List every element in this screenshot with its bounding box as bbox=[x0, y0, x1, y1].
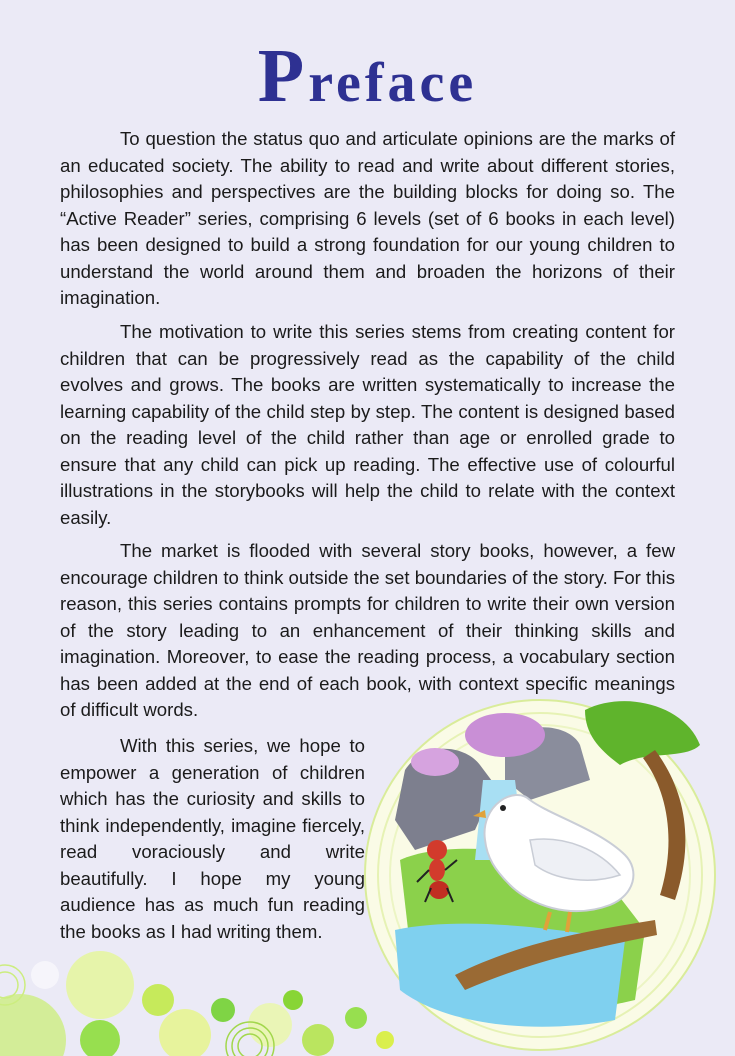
bubble bbox=[31, 961, 59, 989]
paragraph-1 bbox=[60, 126, 675, 312]
title-rest: reface bbox=[308, 52, 478, 114]
paragraph-2-text: The motivation to write this series stems from creating content for children that can be progressively read as the capability of the child evolves and grows. The books are written systematically to increase the learning capability of the child step by step. The content is designed based on the reading level of the child rather than age or enrolled grade to ensure that any child can pick up reading. The effective use of colourful illustrations in the storybooks will help the child to relate with the context easily. bbox=[60, 321, 675, 528]
dove-and-ant-illustration bbox=[355, 690, 735, 1056]
ant-abdomen bbox=[429, 881, 449, 899]
bubble-ring bbox=[0, 972, 18, 998]
paragraph-4-text: With this series, we hope to empower a generation of children which has the curiosity and skills to think independently, imagine fiercely, read voraciously and write beautifully. I hope my young audience has as much fun reading the books as I had writing them. bbox=[60, 735, 365, 942]
bubble bbox=[211, 998, 235, 1022]
bubble bbox=[0, 994, 66, 1056]
paragraph-2 bbox=[60, 319, 675, 531]
paragraph-3 bbox=[60, 538, 675, 724]
bubble bbox=[142, 984, 174, 1016]
paragraph-3-text: The market is flooded with several story books, however, a few encourage children to think outside the set boundaries of the story. For this reason, this series contains prompts for children to write their own version of the story leading to an enhancement of their thinking skills and imagination. Moreover, to ease the reading process, a vocabulary section has been added at the end of each book, with context specific meanings of difficult words. bbox=[60, 540, 675, 720]
title-initial: P bbox=[257, 34, 309, 118]
ant-head bbox=[427, 840, 447, 860]
bubble bbox=[66, 951, 134, 1019]
flowers bbox=[411, 748, 459, 776]
page-title bbox=[0, 34, 735, 118]
bubble bbox=[302, 1024, 334, 1056]
ant-body bbox=[429, 859, 445, 881]
bubble-ring bbox=[226, 1022, 274, 1056]
bubble bbox=[248, 1003, 292, 1047]
bubble bbox=[283, 990, 303, 1010]
dove-eye bbox=[500, 805, 506, 811]
bubble-ring bbox=[0, 965, 25, 1005]
bubble-ring bbox=[232, 1028, 268, 1056]
bubble bbox=[159, 1009, 211, 1056]
bubble bbox=[80, 1020, 120, 1056]
bubble-ring bbox=[238, 1034, 262, 1056]
paragraph-4 bbox=[60, 733, 365, 945]
paragraph-1-text: To question the status quo and articulate opinions are the marks of an educated society. The ability to read and write about different stories, philosophies and perspectives are the building blocks for doing so. The “Active Reader” series, comprising 6 levels (set of 6 books in each level) has been designed to build a strong foundation for our young children to understand the world around them and broaden the horizons of their imagination. bbox=[60, 128, 675, 308]
